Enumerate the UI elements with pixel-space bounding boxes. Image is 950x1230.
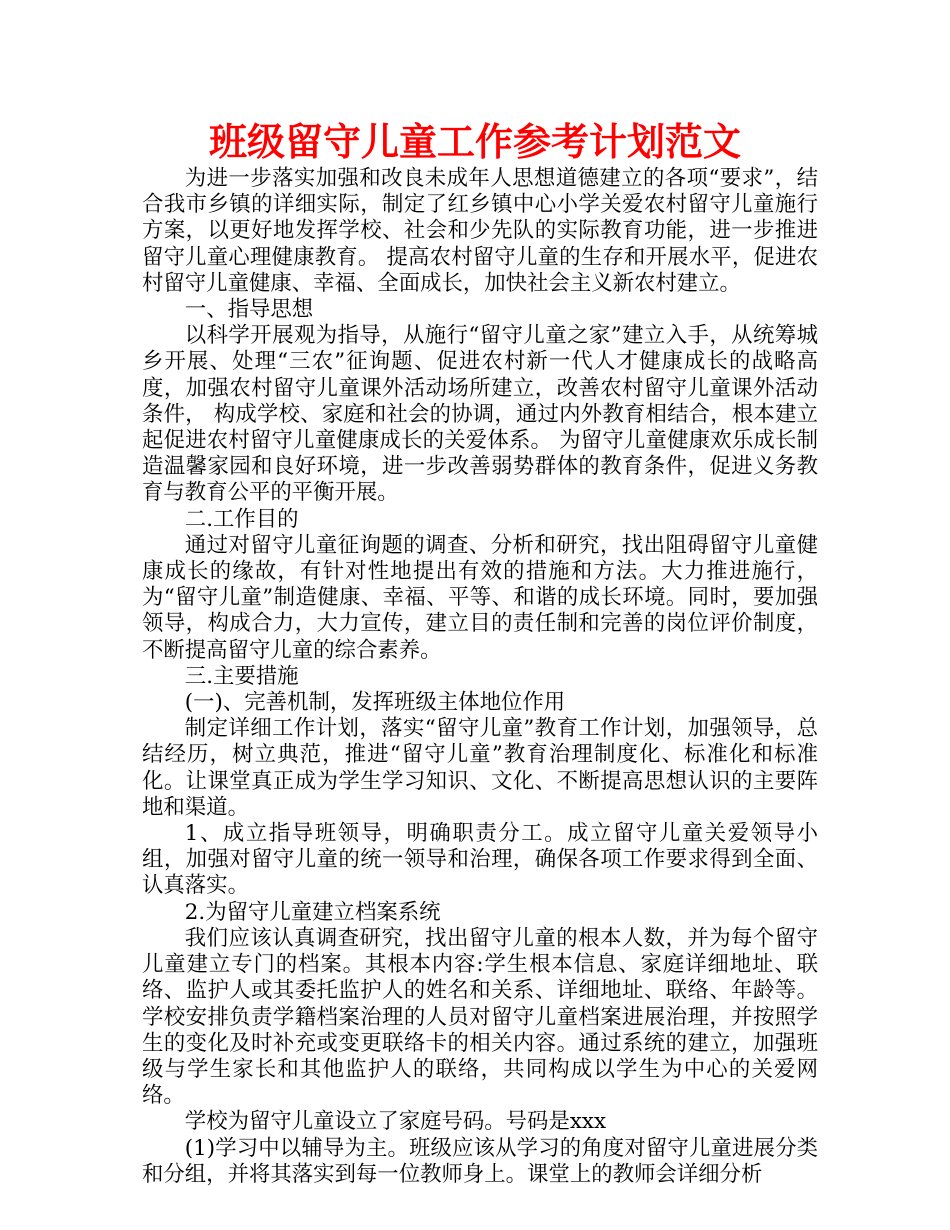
paragraph-work-goals: 通过对留守儿童征询题的调查、分析和研究，找出阻碍留守儿童健康成长的缘故，有针对性地提出有效的措施和方法。大力推进施行，为“留守儿童”制造健康、幸福、平等、和谐的成长环境。同时，要加强领导，构成合力，大力宣传，建立目的责任制和完善的岗位评价制度，不断提高留守儿童的综合素养。 [142,532,818,663]
subsection-heading-mechanism: (一)、完善机制，发挥班级主体地位作用 [184,690,566,716]
document-title: 班级留守儿童工作参考计划范文 [208,120,741,164]
paragraph-archive-system: 我们应该认真调查研究，找出留守儿童的根本人数，并为每个留守儿童建立专门的档案。其根本内容:学生根本信息、家庭详细地址、联络、监护人或其委托监护人的姓名和关系、详细地址、联络、年龄等。学校安排负责学籍档案治理的人员对留守儿童档案进展治理，并按照学生的变化及时补充或变更联络卡的相关内容。通过系统的建立，加强班级与学生家长和其他监护人的联络，共同构成以学生为中心的关爱网络。 [142,925,818,1109]
paragraph-family-phone: 学校为留守儿童设立了家庭号码。号码是xxx [184,1109,607,1135]
paragraph-leadership-group: 1、成立指导班领导，明确职责分工。成立留守儿童关爱领导小组，加强对留守儿童的统一领导和治理，确保各项工作要求得到全面、认真落实。 [142,821,818,899]
paragraph-learning-tutoring: (1)学习中以辅导为主。班级应该从学习的角度对留守儿童进展分类和分组，并将其落实到每一位教师身上。课堂上的教师会详细分析 [142,1135,818,1187]
section-heading-work-goals: 二.工作目的 [184,506,299,532]
paragraph-guiding-ideology: 以科学开展观为指导，从施行“留守儿童之家”建立入手，从统筹城乡开展、处理“三农”征询题、促进农村新一代人才健康成长的战略高度，加强农村留守儿童课外活动场所建立，改善农村留守儿童课外活动条件， 构成学校、家庭和社会的协调，通过内外教育相结合，根本建立起促进农村留守儿童健康成长的关爱体系。 为留守儿童健康欢乐成长制造温馨家园和良好环境，进一步改善弱势群体的教育条件，促进义务教育与教育公平的平衡开展。 [142,323,818,506]
paragraph-intro: 为进一步落实加强和改良未成年人思想道德建立的各项“要求”，结合我市乡镇的详细实际，制定了红乡镇中心小学关爱农村留守儿童施行方案，以更好地发挥学校、社会和少先队的实际教育功能，进一步推进留守儿童心理健康教育。 提高农村留守儿童的生存和开展水平，促进农村留守儿童健康、幸福、全面成长，加快社会主义新农村建立。 [142,166,818,296]
section-heading-guiding-ideology: 一、指导思想 [184,297,314,323]
section-heading-main-measures: 三.主要措施 [184,663,299,689]
subsection-heading-archive-system: 2.为留守儿童建立档案系统 [184,899,441,925]
paragraph-mechanism: 制定详细工作计划，落实“留守儿童”教育工作计划，加强领导，总结经历，树立典范，推进“留守儿童”教育治理制度化、标准化和标准化。让课堂真正成为学生学习知识、文化、不断提高思想认识的主要阵地和渠道。 [142,716,818,820]
document-body [142,166,818,1188]
